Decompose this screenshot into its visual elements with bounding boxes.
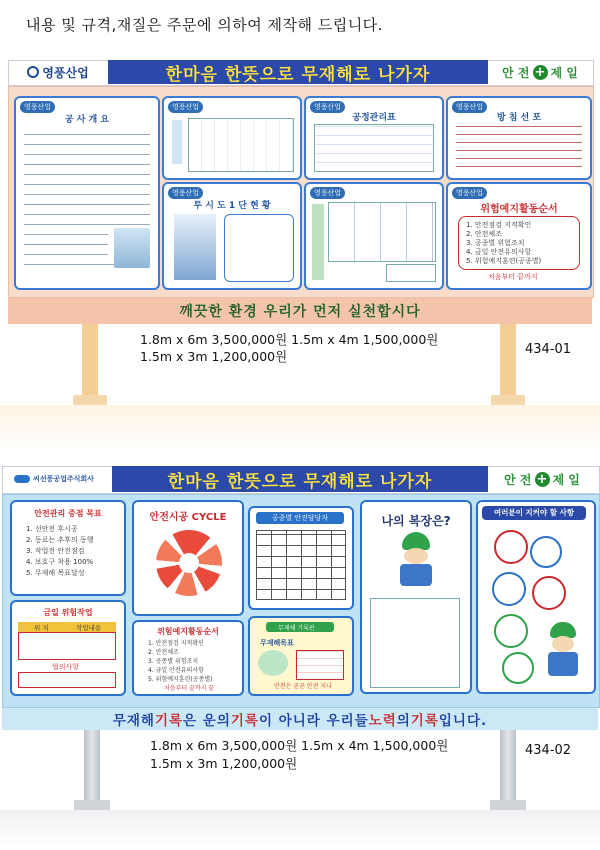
- today-col-location: 위 치: [34, 624, 49, 632]
- board1-ground: [0, 405, 600, 450]
- hazard-item: 2. 안전체조: [148, 649, 179, 656]
- board2-safety-title: 안전관리 중점 목표: [34, 509, 102, 518]
- rule-bubble: [530, 536, 562, 568]
- rule-bubble: [492, 572, 526, 606]
- hazard-item: 5. 위험예지훈련(공종별): [466, 257, 542, 265]
- board2-table-title: 공종별 안전담당자: [271, 514, 329, 522]
- board2-panel-hazard: [132, 620, 244, 696]
- board2-panel-safety-goals: [10, 500, 126, 596]
- board2-today-title: 금일 위험작업: [43, 608, 93, 617]
- board1-company-name: 영풍산업: [42, 65, 89, 80]
- rule-bubble: [494, 530, 528, 564]
- safety-goal-item: 3. 작업전 안전점검: [26, 547, 85, 555]
- record-title: 무재해 기록판: [278, 625, 315, 632]
- panel-tag: 영풍산업: [310, 101, 345, 113]
- hazard-item: 1. 안전점검 지적확인: [148, 640, 204, 647]
- board1-badge-right: 제 일: [550, 65, 578, 80]
- board1-price-line2: 1.5m x 3m 1,200,000원: [140, 349, 288, 364]
- board1-panel-site: [162, 182, 302, 290]
- board1-badge-left: 안 전: [502, 65, 530, 80]
- board1-panel-schedule: [304, 96, 444, 180]
- worker-character: [542, 622, 584, 678]
- record-foot: 안전은 곧곧 안전 지나: [274, 683, 332, 690]
- safety-goal-item: 4. 보호구 착용 100%: [26, 558, 94, 566]
- slogan-part: 이 아니라 우리들: [258, 713, 369, 729]
- board1-panel-policy: [446, 96, 592, 180]
- board1-safety-badge: [490, 62, 590, 82]
- today-col-work: 작업내용: [76, 624, 102, 632]
- board2-title-bar: 한마음 한뜻으로 무재해로 나가자: [112, 466, 488, 492]
- board1-panel-overview: [14, 96, 160, 290]
- safety-cross-icon: +: [533, 65, 548, 80]
- safety-goal-item: 5. 무재해 목표달성: [26, 569, 85, 577]
- record-hand-graphic: [258, 650, 288, 676]
- board1-schedule-title: 공정관리표: [352, 113, 396, 123]
- hazard-item: 3. 공종별 위험조치: [148, 658, 199, 665]
- record-sub: 무재해목표: [260, 639, 294, 647]
- company-emblem-icon: [14, 475, 30, 483]
- board2-ground: [0, 810, 600, 850]
- rule-bubble: [494, 614, 528, 648]
- panel-tag: 영풍산업: [310, 187, 345, 199]
- board2-company-name: 씨선풍공업주식회사: [33, 475, 94, 483]
- panel-tag: 영풍산업: [168, 187, 203, 199]
- hazard-item: 3. 공종별 위험조치: [466, 239, 525, 247]
- board2-panel-managers: [248, 506, 354, 610]
- panel-tag: 영풍산업: [20, 101, 55, 113]
- board1-code: 434-01: [525, 342, 572, 357]
- board1-slogan: 깨끗한 환경 우리가 먼저 실천합시다: [8, 298, 592, 324]
- board1-hazard-title: 위험예지활동순서: [480, 204, 558, 215]
- safety-cross-icon: +: [535, 472, 550, 487]
- board1-panel-hazard: [446, 182, 592, 290]
- org-side-label: [172, 120, 182, 164]
- hazard-item: 5. 위험예지훈련(공종별): [148, 676, 213, 683]
- worker-character: [392, 532, 440, 588]
- slogan-part: 은 운의: [183, 713, 231, 729]
- board1-panel-grid: [304, 182, 444, 290]
- slogan-accent: 기록: [410, 713, 439, 729]
- board2-clothing-title: 나의 복장은?: [381, 514, 451, 528]
- slogan-part: 무재해: [112, 713, 155, 729]
- board2-panel-today-work: [10, 600, 126, 696]
- company-emblem-icon: [27, 66, 39, 78]
- slogan-part: 의: [396, 713, 411, 729]
- board1-price-line1: 1.8m x 6m 3,500,000원 1.5m x 4m 1,500,000원: [140, 332, 439, 347]
- hazard-item: 1. 안전점검 지적확인: [466, 221, 532, 229]
- board2-panel-record: [248, 616, 354, 696]
- board2-panel-clothing: [360, 500, 472, 694]
- board2-price-line2: 1.5m x 3m 1,200,000원: [150, 756, 298, 771]
- board2-code: 434-02: [525, 743, 572, 758]
- slogan-part: 입니다.: [438, 713, 488, 729]
- rule-bubble: [532, 576, 566, 610]
- building-photo: [174, 214, 216, 280]
- panel-tag: 영풍산업: [452, 187, 487, 199]
- board2-panel-cycle: [132, 500, 244, 616]
- hazard-footer: 처음부터 끝까지 끝: [164, 685, 215, 692]
- panel-tag: 영풍산업: [452, 101, 487, 113]
- board2-cycle-title: 안전시공 CYCLE: [149, 512, 227, 523]
- board1-title-bar: 한마음 한뜻으로 무재해로 나가자: [108, 60, 488, 84]
- hazard-item: 2. 안전체조: [466, 230, 502, 238]
- board2-slogan: [2, 708, 598, 730]
- rule-bubble: [502, 652, 534, 684]
- slogan-accent: 노력: [368, 713, 397, 729]
- safety-goal-item: 1. 선안전 후시공: [26, 525, 78, 533]
- board1-overview-title: 공 사 개 요: [64, 115, 110, 125]
- board2-badge-right: 제 일: [552, 472, 580, 487]
- board1-policy-title: 방 침 선 포: [496, 113, 542, 123]
- board1-site-title: 투 시 도 1 단 현 황: [193, 201, 271, 211]
- hazard-footer: 처음부터 끝까지: [488, 273, 538, 281]
- board2-safety-badge: [490, 468, 594, 490]
- hazard-item: 4. 금일 안전유의사항: [466, 248, 532, 256]
- header-note: 내용 및 규격,재질은 주문에 의하여 제작해 드립니다.: [26, 16, 383, 34]
- slogan-accent: 기록: [154, 713, 184, 729]
- board2-badge-left: 안 전: [504, 472, 532, 487]
- safety-goal-item: 2. 동료는 추후의 동행: [26, 536, 94, 544]
- board1-company-logo: [10, 62, 106, 82]
- board1-panel-org: [162, 96, 302, 180]
- panel-tag: 영풍산업: [168, 101, 203, 113]
- board2-company-logo: [4, 468, 104, 490]
- board2-panel-rules: [476, 500, 596, 694]
- slogan-accent: 기록: [230, 713, 259, 729]
- board2-price-line1: 1.8m x 6m 3,500,000원 1.5m x 4m 1,500,000원: [150, 738, 449, 753]
- board2-hazard-title: 위험예지활동순서: [157, 627, 219, 636]
- hazard-item: 4. 금일 안전유의사항: [148, 667, 204, 674]
- today-foot: 협의사항: [52, 663, 80, 671]
- board2-rules-title: 여러분이 지켜야 할 사항: [493, 508, 575, 517]
- building-illustration: [114, 228, 150, 268]
